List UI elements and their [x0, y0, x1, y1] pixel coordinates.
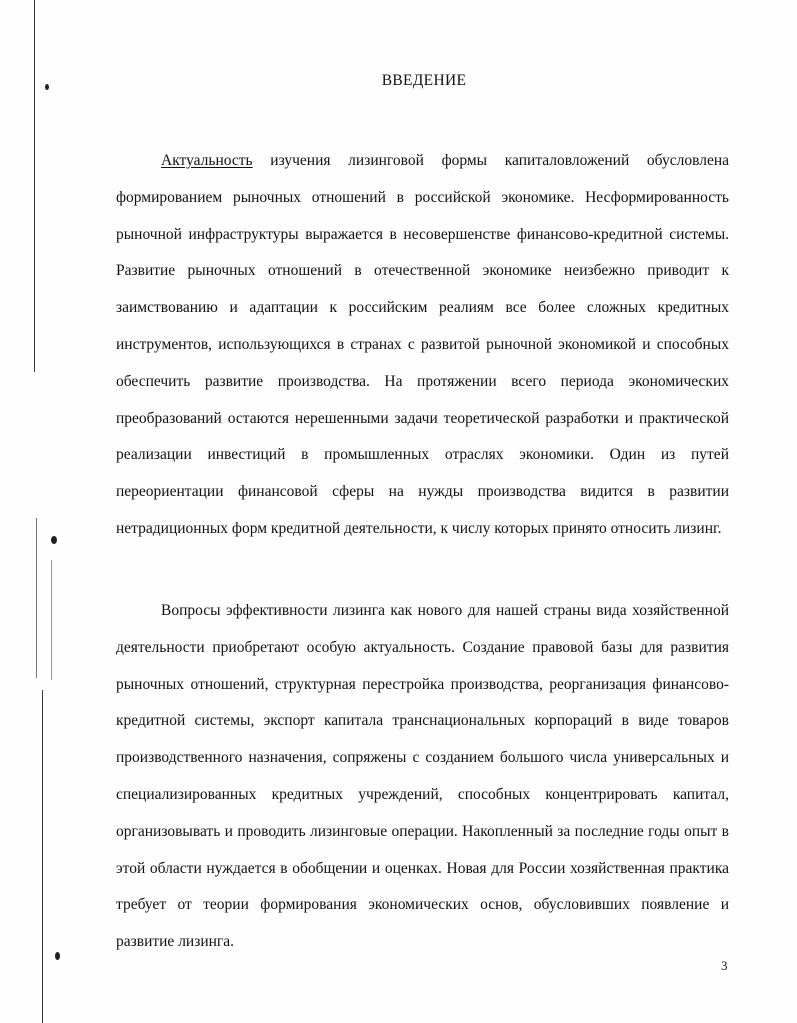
binding-line-artifact	[51, 560, 52, 680]
section-heading: ВВЕДЕНИЕ	[381, 72, 467, 89]
underlined-term: Актуальность	[161, 152, 253, 169]
binding-line-artifact	[42, 690, 43, 1023]
page-number: 3	[721, 958, 728, 973]
binding-line-artifact	[36, 518, 37, 678]
scan-speck	[51, 536, 57, 544]
paragraph-relevance	[116, 143, 729, 548]
paragraph-efficiency: Вопросы эффективности лизинга как нового для нашей страны вида хозяйственной деятельности приобретают особую актуальность. Создание правовой базы для развития рыночных отношений, структурная перестройка производства, реорганизация финансово-кредитной системы, экспорт капитала транснациональных корпораций в виде товаров производственного назначения, сопряжены с созданием большого числа универсальных и специализированных кредитных учреждений, способных концентрировать капитал, организовывать и проводить лизинговые операции. Накопленный за последние годы опыт в этой области нуждается в обобщении и оценках. Новая для России хозяйственная практика требует от теории формирования экономических основ, обусловивших появление и развитие лизинга.	[116, 602, 729, 951]
binding-line-artifact	[34, 0, 35, 372]
scan-speck	[55, 952, 60, 960]
paragraph-text: изучения лизинговой формы капиталовложений обусловлена формированием рыночных отношений в российской экономике. Несформированность рыночной инфраструктуры выражается в несовершенстве финансово-кредитной системы. Развитие рыночных отношений в отечественной экономике неизбежно приводит к заимствованию и адаптации к российским реалиям все более сложных кредитных инструментов, использующихся в странах с развитой рыночной экономикой и способных обеспечить развитие производства. На протяжении всего периода экономических преобразований остаются нерешенными задачи теоретической разработки и практической реализации инвестиций в промышленных отраслях экономики. Один из путей переориентации финансовой сферы на нужды производства видится в развитии нетрадиционных форм кредитной деятельности, к числу которых принято относить лизинг.	[116, 152, 729, 537]
